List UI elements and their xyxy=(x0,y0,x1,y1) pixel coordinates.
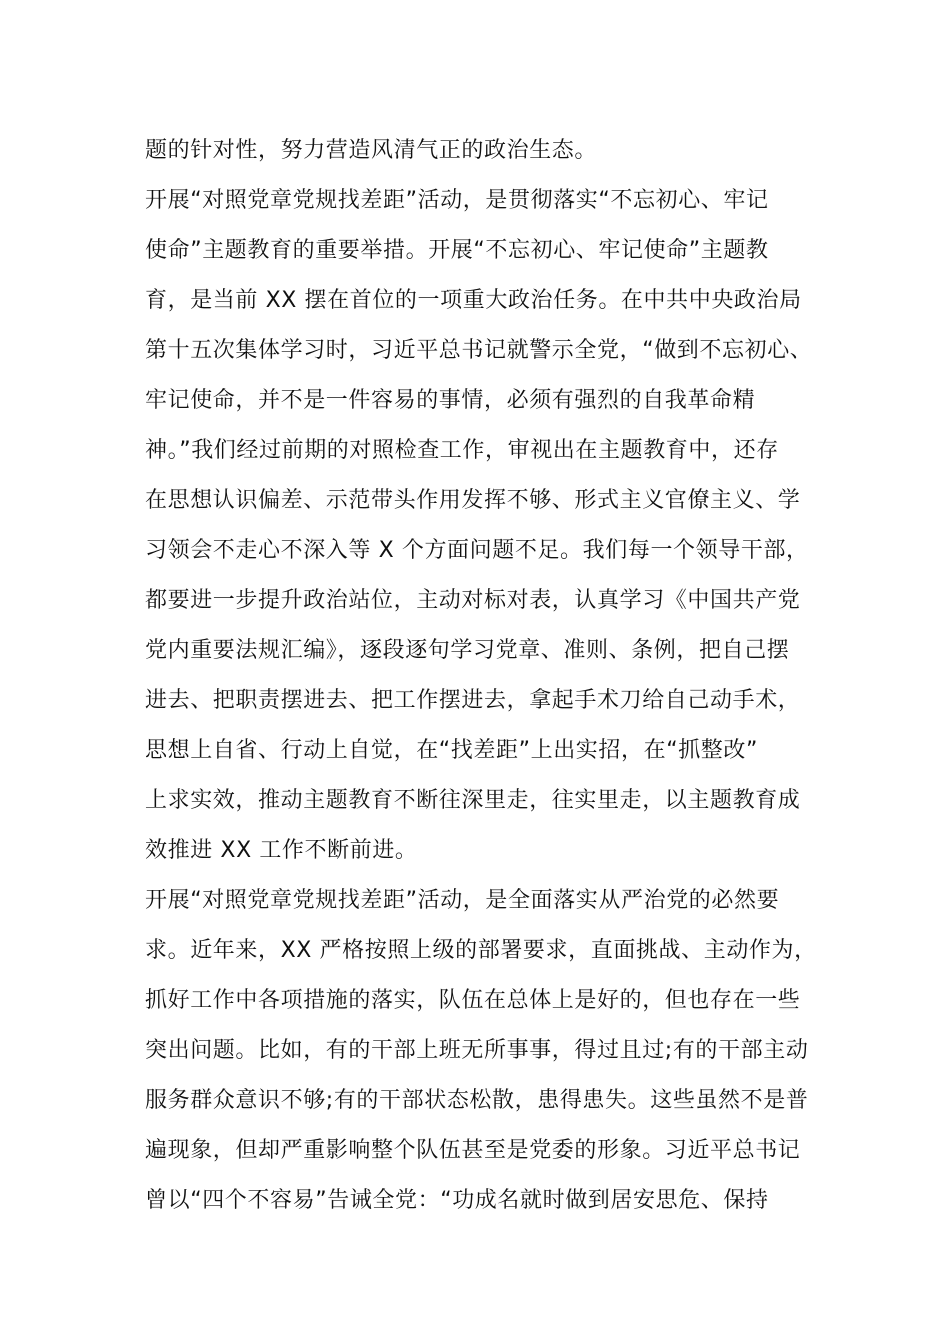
text-line: 在思想认识偏差、示范带头作用发挥不够、形式主义官僚主义、学 xyxy=(145,488,801,513)
text-line: 神。”我们经过前期的对照检查工作，审视出在主题教育中，还存 xyxy=(145,438,779,463)
text-line: 遍现象，但却严重影响整个队伍甚至是党委的形象。习近平总书记 xyxy=(145,1138,801,1163)
body-text xyxy=(145,126,815,1226)
text-line: 曾以“四个不容易”告诫全党：“功成名就时做到居安思危、保持 xyxy=(145,1188,769,1213)
text-line: 求。近年来，XX 严格按照上级的部署要求，直面挑战、主动作为， xyxy=(145,938,817,963)
text-line: 进去、把职责摆进去、把工作摆进去，拿起手术刀给自己动手术， xyxy=(145,688,801,713)
text-line: 突出问题。比如，有的干部上班无所事事，得过且过;有的干部主动 xyxy=(145,1038,809,1063)
text-line: 服务群众意识不够;有的干部状态松散，患得患失。这些虽然不是普 xyxy=(145,1088,809,1113)
text-line: 习领会不走心不深入等 X 个方面问题不足。我们每一个领导干部， xyxy=(145,538,809,563)
text-line: 上求实效，推动主题教育不断往深里走，往实里走，以主题教育成 xyxy=(145,788,801,813)
text-line: 抓好工作中各项措施的落实，队伍在总体上是好的，但也存在一些 xyxy=(145,988,801,1013)
text-line: 使命”主题教育的重要举措。开展“不忘初心、牢记使命”主题教 xyxy=(145,238,769,263)
text-line: 牢记使命，并不是一件容易的事情，必须有强烈的自我革命精 xyxy=(145,388,756,413)
text-line: 都要进一步提升政治站位，主动对标对表，认真学习《中国共产党 xyxy=(145,588,801,613)
text-line: 效推进 XX 工作不断前进。 xyxy=(145,838,418,863)
text-line: 题的针对性，努力营造风清气正的政治生态。 xyxy=(145,138,598,163)
text-line: 思想上自省、行动上自觉，在“找差距”上出实招，在“抓整改” xyxy=(145,738,758,763)
text-line: 育，是当前 XX 摆在首位的一项重大政治任务。在中共中央政治局 xyxy=(145,288,802,313)
text-line: 开展“对照党章党规找差距”活动，是全面落实从严治党的必然要 xyxy=(145,888,780,913)
text-line: 党内重要法规汇编》，逐段逐句学习党章、准则、条例，把自己摆 xyxy=(145,638,790,663)
text-line: 开展“对照党章党规找差距”活动，是贯彻落实“不忘初心、牢记 xyxy=(145,188,769,213)
text-line: 第十五次集体学习时，习近平总书记就警示全党，“做到不忘初心、 xyxy=(145,338,813,363)
